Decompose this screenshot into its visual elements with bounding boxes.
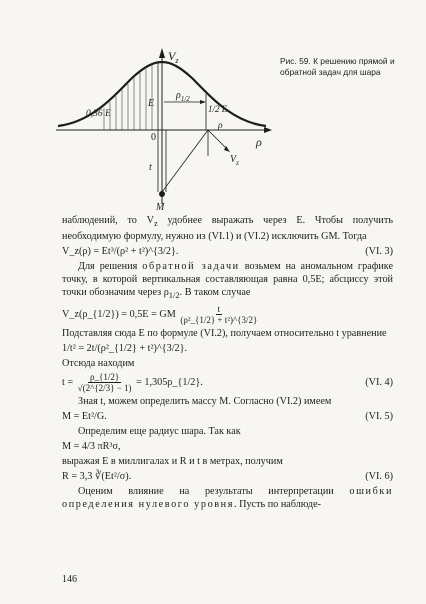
origin-label: 0: [151, 132, 156, 143]
paragraph-3: Подставляя сюда E по формуле (VI.2), получаем относительно t уравнение: [62, 328, 387, 340]
vz-vector-label: $V_z$: [230, 154, 239, 167]
equation-vi-6-body: R = 3,3 ∛(Et²/σ).: [62, 471, 132, 483]
rho-axis-arrow: [264, 127, 272, 133]
paragraph-2: Для решения обратной задачи возьмем на аномальном графике точку, в которой вертикальная составляющая равна 0,5E; абсциссу этой точки обозначим через $\rho_{1/2}$. В таком случае: [62, 261, 393, 301]
equation-vi-5-body: M = Et²/G.: [62, 411, 107, 423]
equation-vi-4-number: (VI. 4): [365, 377, 393, 389]
equation-vi-3-number: (VI. 3): [365, 246, 393, 258]
paragraph-1: наблюдений, то $V_z$ удобнее выражать через E. Чтобы получить необходимую формулу, нужно из (VI.1) и (VI.2) исключить GM. Тогда: [62, 215, 393, 243]
paragraph-8: Оценим влияние на результаты интерпретации ошибки определения нулевого уровня. Пусть по наблюде-: [62, 486, 393, 511]
equation-vi-3-body: V_z(ρ) = Et³/(ρ² + t²)^{3/2}.: [62, 246, 179, 258]
equation-vi-6-number: (VI. 6): [365, 471, 393, 483]
half-e-label: 1/2 E: [208, 104, 228, 114]
page-number: 146: [62, 574, 77, 585]
equation-half-body: V_z(ρ_{1/2}) = 0,5E = GM $\frac{t}{\text{(ρ²\_\{1/2\} + t²)\textasciicircum{}\{3/2\}}}$: [62, 304, 258, 326]
rho-half-label: $\rho_{1/2}$: [176, 90, 190, 103]
paragraph-5: Зная t, можем определить массу M. Согласно (VI.2) имеем: [78, 396, 332, 408]
equation-t: [62, 342, 393, 355]
equation-vi-3: [62, 245, 393, 258]
paragraph-7: выражая E в миллигалах и R и t в метрах, получим: [62, 456, 283, 468]
g-vector: [208, 130, 228, 150]
equation-vi-4-body: t = $\frac{\rho\_\{1/2\}}{√(2\^{}\{2/3\} - 1)}$ = 1,305ρ_{1/2}.: [62, 372, 203, 394]
depth-label: t: [149, 162, 152, 173]
vz-axis-arrow: [159, 48, 165, 58]
rho-distance-line: [162, 130, 208, 192]
body-text: [62, 214, 393, 511]
equation-half: [62, 304, 393, 325]
e-fraction-label: 0,36 E: [86, 109, 111, 119]
equation-mass: [62, 440, 393, 453]
equation-vi-5: [62, 410, 393, 423]
e-label: E: [148, 98, 155, 109]
paragraph-4: Отсюда находим: [62, 358, 135, 370]
figure-sphere-anomaly: [52, 34, 274, 212]
rho-inner-label: ρ: [218, 121, 223, 131]
vz-axis-label: $V_z$: [168, 49, 179, 65]
rho-axis-label: ρ: [256, 135, 262, 149]
equation-vi-4: [62, 372, 393, 393]
equation-mass-body: M = 4/3 πR³σ,: [62, 441, 121, 453]
equation-t-body: 1/t² = 2t/(ρ²_{1/2} + t²)^{3/2}.: [62, 343, 188, 355]
mass-label: M: [156, 202, 165, 212]
equation-vi-5-number: (VI. 5): [365, 411, 393, 423]
paragraph-6: Определим еще радиус шара. Так как: [78, 426, 241, 438]
rho-half-arrow: [200, 100, 206, 104]
mass-point: [159, 191, 165, 197]
equation-vi-6: [62, 470, 393, 483]
figure-caption: Рис. 59. К решению прямой и обратной задач для шара: [280, 56, 395, 77]
anomaly-diagram: [52, 34, 274, 212]
